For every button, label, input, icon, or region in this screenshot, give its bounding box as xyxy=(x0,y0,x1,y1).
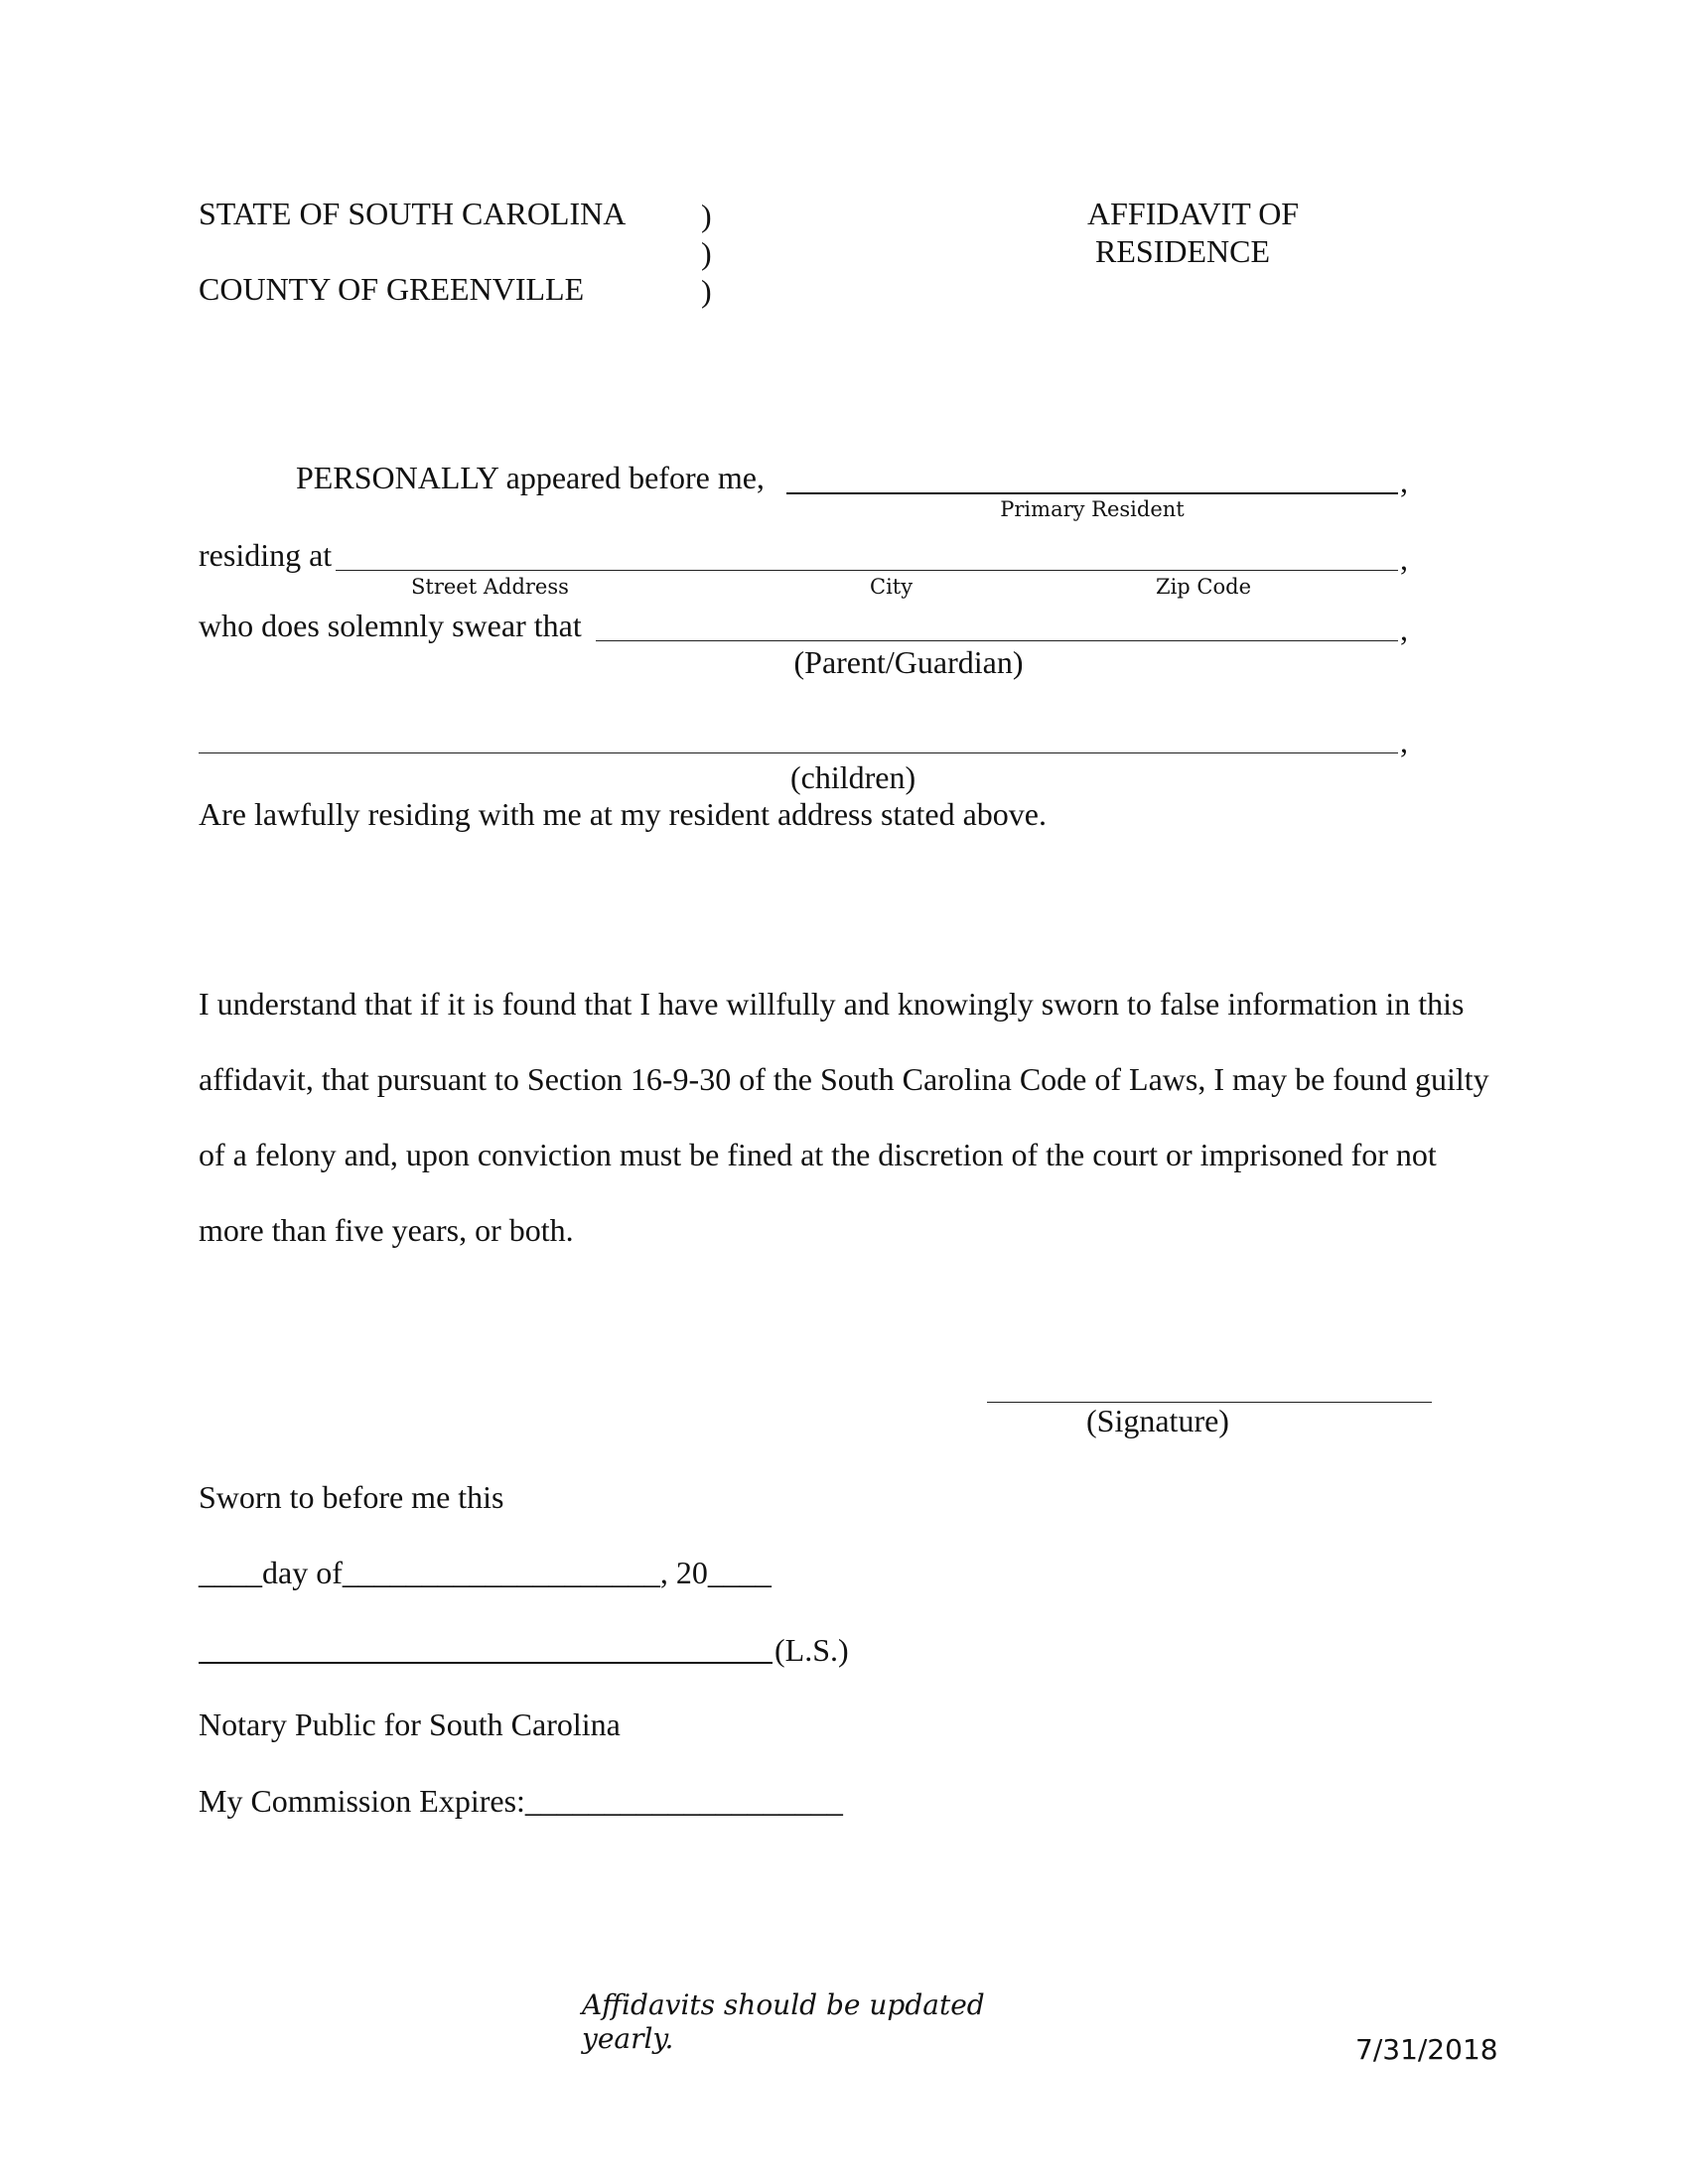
footer-note-line1: Affidavits should be updated xyxy=(582,1988,985,2021)
caption-paren: ) xyxy=(701,198,712,233)
parent-guardian-field[interactable] xyxy=(596,640,1398,641)
month-blank[interactable]: ____________________ xyxy=(342,1555,660,1590)
personally-appeared-text: PERSONALLY appeared before me, xyxy=(296,460,765,495)
state-label: STATE OF SOUTH CAROLINA xyxy=(199,196,627,231)
day-blank[interactable]: ____ xyxy=(199,1555,262,1590)
document-title-line1: AFFIDAVIT OF xyxy=(1087,196,1300,231)
caption-paren: ) xyxy=(701,235,712,271)
perjury-warning-paragraph: I understand that if it is found that I have willfully and knowingly sworn to false information in this affidavit, that pursuant to Section 16-9-30 of the South Carolina Code of Laws, I may be found guilty of a felony and, upon conviction must be fined at the discretion of the court or imprisoned for not more than five years, or both. xyxy=(199,986,1489,1248)
comma: , xyxy=(1400,464,1408,499)
residing-at-text: residing at xyxy=(199,537,333,573)
year-prefix: , 20 xyxy=(659,1555,708,1590)
sworn-before-text: Sworn to before me this xyxy=(199,1479,504,1515)
comma: , xyxy=(1400,724,1408,759)
year-blank[interactable]: ____ xyxy=(707,1555,772,1590)
commission-expires-blank[interactable]: ____________________ xyxy=(524,1783,843,1819)
date-line xyxy=(199,1554,772,1591)
swear-text: who does solemnly swear that xyxy=(199,608,582,643)
notary-public-label: Notary Public for South Carolina xyxy=(199,1706,621,1742)
primary-resident-caption: Primary Resident xyxy=(1000,497,1185,521)
children-field[interactable] xyxy=(199,752,1398,753)
commission-expires-label: My Commission Expires: xyxy=(199,1783,525,1819)
lawfully-residing-text: Are lawfully residing with me at my resident address stated above. xyxy=(199,796,1047,832)
comma: , xyxy=(1400,612,1408,647)
county-label: COUNTY OF GREENVILLE xyxy=(199,271,585,307)
city-caption: City xyxy=(870,575,914,599)
primary-resident-field[interactable] xyxy=(786,492,1398,494)
document-title-line2: RESIDENCE xyxy=(1095,233,1270,269)
signature-caption: (Signature) xyxy=(1086,1403,1229,1438)
parent-guardian-caption: (Parent/Guardian) xyxy=(793,644,1024,680)
street-address-caption: Street Address xyxy=(411,575,569,599)
ls-label: (L.S.) xyxy=(774,1632,849,1668)
notary-signature-field[interactable] xyxy=(199,1662,773,1664)
comma: , xyxy=(1400,541,1408,577)
day-of-text: day of xyxy=(262,1555,343,1590)
footer-note-line2: yearly. xyxy=(582,2022,674,2055)
commission-expires-line xyxy=(199,1782,843,1820)
revision-date: 7/31/2018 xyxy=(1355,2033,1498,2066)
children-caption: (children) xyxy=(790,759,916,795)
zip-code-caption: Zip Code xyxy=(1156,575,1252,599)
caption-paren: ) xyxy=(701,273,712,309)
address-field[interactable] xyxy=(336,570,1398,571)
